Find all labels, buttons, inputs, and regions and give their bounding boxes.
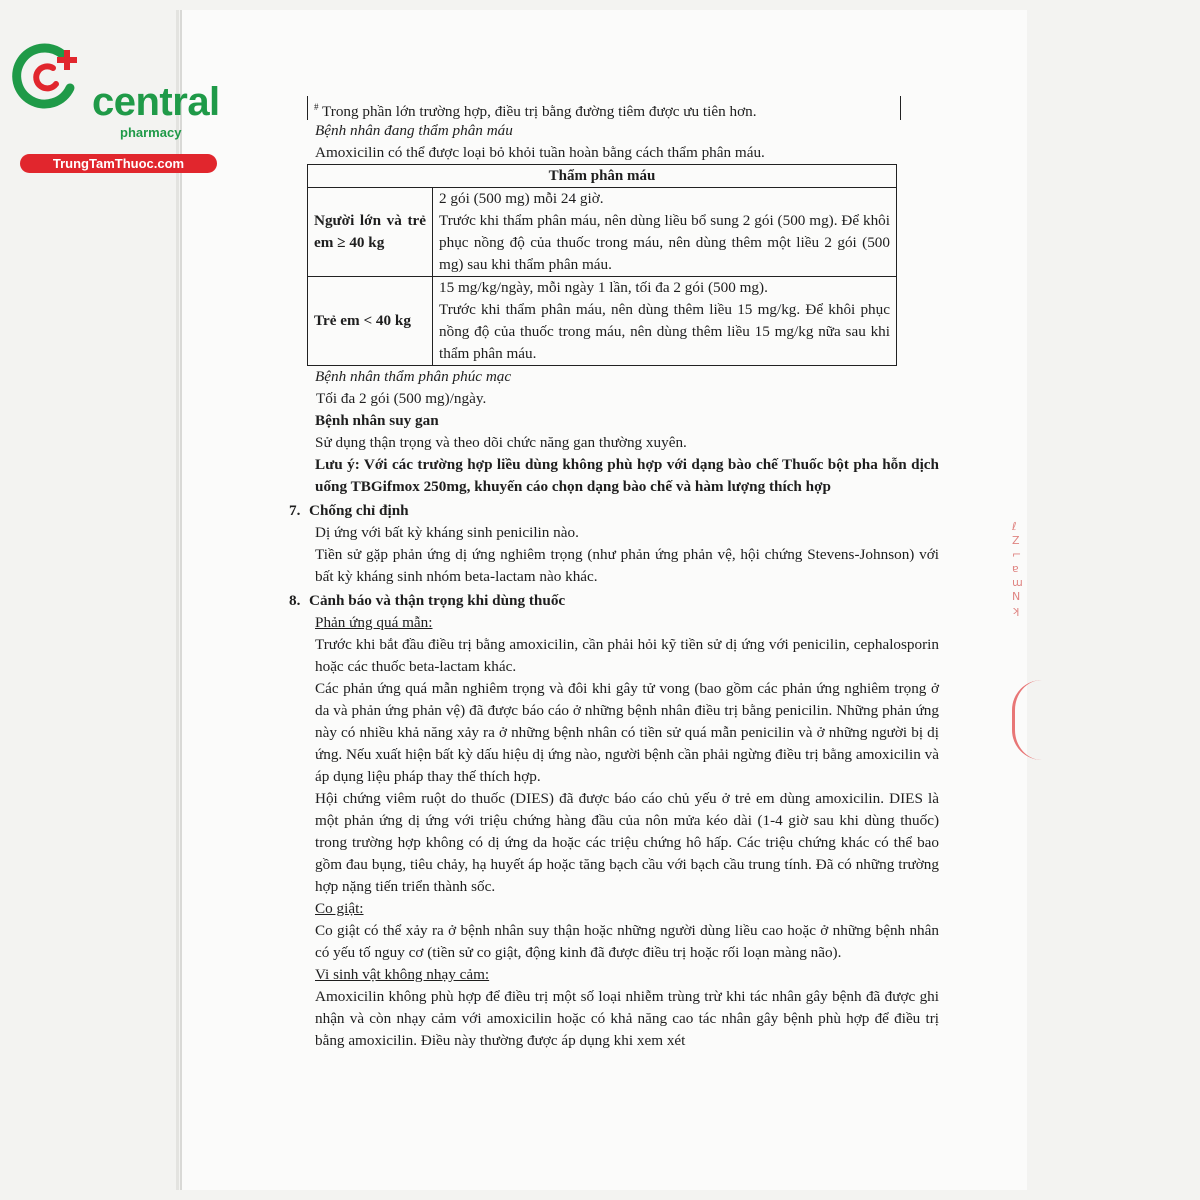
hypersensitivity-heading: Phản ứng quá mẫn:	[315, 614, 433, 631]
table-group-cell: Người lớn và trẻ em ≥ 40 kg	[308, 188, 433, 277]
table-line: Trước khi thẩm phân máu, nên dùng liều bổ sung 2 gói (500 mg). Để khôi phục nồng độ của thuốc trong máu, nên dùng thêm một liều 2 gói (500 mg) sau khi thẩm phân máu.	[439, 212, 890, 273]
section-8-number: 8.	[289, 592, 301, 609]
page-fold	[176, 10, 179, 1190]
note-label: Lưu ý:	[315, 456, 360, 473]
seizure-heading: Co giật:	[315, 900, 364, 917]
peritoneal-text: Tối đa 2 gói (500 mg)/ngày.	[316, 390, 487, 407]
table-header: Thẩm phân máu	[308, 165, 897, 188]
hypersensitivity-p2: Các phản ứng quá mẫn nghiêm trọng và đôi khi gây tử vong (bao gồm các phản ứng nghiêm trọng ở da và phản ứng phản vệ) đã được báo cáo ở những bệnh nhân điều trị bằng penicilin. Những phản ứng này có nhiều khả năng xảy ra ở những bệnh nhân có tiền sử quá mẫn penicilin và ở những người bị dị ứng. Nếu xuất hiện bất kỳ dấu hiệu dị ứng nào, người bệnh cần phải ngừng điều trị bằng amoxicilin và áp dụng liệu pháp thay thế thích hợp.	[315, 680, 939, 785]
document-content	[289, 96, 945, 1052]
section-7-number: 7.	[289, 502, 301, 519]
central-pharmacy-logo[interactable]	[8, 38, 220, 171]
hemodialysis-text: Amoxicilin có thể được loại bỏ khỏi tuần hoàn bằng cách thẩm phân máu.	[315, 144, 765, 161]
microorganism-heading: Vi sinh vật không nhạy cảm:	[315, 966, 490, 983]
liver-text: Sử dụng thận trọng và theo dõi chức năng gan thường xuyên.	[315, 434, 687, 451]
note-text: Với các trường hợp liều dùng không phù hợp với dạng bào chế Thuốc bột pha hỗn dịch uống TBGifmox 250mg, khuyến cáo chọn dạng bào chế và hàm lượng thích hợp	[315, 456, 939, 495]
section-7-title: Chống chỉ định	[309, 502, 409, 519]
footnote-box	[307, 96, 901, 120]
table-value-cell	[433, 277, 897, 366]
table-line: 15 mg/kg/ngày, mỗi ngày 1 lần, tối đa 2 gói (500 mg).	[439, 279, 768, 296]
section-8-heading	[289, 590, 945, 612]
table-row	[308, 277, 897, 366]
liver-heading: Bệnh nhân suy gan	[315, 412, 439, 429]
section-7-p1: Dị ứng với bất kỳ kháng sinh penicilin nào.	[315, 524, 579, 541]
microorganism-text: Amoxicilin không phù hợp để điều trị một số loại nhiễm trùng trừ khi tác nhân gây bệnh đã được ghi nhận và còn nhạy cảm với amoxicilin hoặc có khả năng cao tác nhân gây bệnh phù hợp để điều trị bằng amoxicilin. Điều này thường được áp dụng khi xem xét	[315, 988, 939, 1049]
section-8-title: Cảnh báo và thận trọng khi dùng thuốc	[309, 592, 566, 609]
footnote-mark: #	[314, 102, 319, 112]
table-header-row	[308, 165, 897, 188]
logo-site-banner: TrungTamThuoc.com	[20, 154, 217, 173]
table-row	[308, 188, 897, 277]
table-line: 2 gói (500 mg) mỗi 24 giờ.	[439, 190, 604, 207]
footnote-text: Trong phần lớn trường hợp, điều trị bằng đường tiêm được ưu tiên hơn.	[322, 103, 757, 121]
hemodialysis-table	[307, 164, 897, 366]
hypersensitivity-p1: Trước khi bắt đầu điều trị bằng amoxicilin, cần phải hỏi kỹ tiền sử dị ứng với penicilin, cephalosporin hoặc các thuốc beta-lactam khác.	[315, 636, 939, 675]
hemodialysis-heading: Bệnh nhân đang thẩm phân máu	[315, 122, 513, 139]
seizure-text: Co giật có thể xảy ra ở bệnh nhân suy thận hoặc những người dùng liều cao hoặc ở những bệnh nhân có yếu tố nguy cơ (tiền sử co giật, động kinh đã được điều trị hoặc rối loạn màng não).	[315, 922, 939, 961]
hypersensitivity-p3: Hội chứng viêm ruột do thuốc (DIES) đã được báo cáo chủ yếu ở trẻ em dùng amoxicilin. DIES là một phản ứng dị ứng với triệu chứng hàng đầu của nôn mửa kéo dài (1-4 giờ sau khi dùng thuốc) trong trường hợp không có dị ứng da hoặc các triệu chứng hô hấp. Các triệu chứng khác có thể bao gồm đau bụng, tiêu chảy, hạ huyết áp hoặc tăng bạch cầu với bạch cầu trung tính. Đã có những trường hợp nặng tiến triển thành sốc.	[315, 790, 939, 895]
peritoneal-heading: Bệnh nhân thẩm phân phúc mạc	[315, 368, 512, 385]
margin-handwritten-marks: ℓ Ζ ⌐ ɐ ɯ Ν ʞ	[1012, 520, 1023, 617]
pharmacy-logo-icon	[10, 40, 84, 110]
section-7-p2: Tiền sử gặp phản ứng dị ứng nghiêm trọng (như phản ứng phản vệ, hội chứng Stevens-Johnson) với bất kỳ kháng sinh nhóm beta-lactam nào khác.	[315, 546, 939, 585]
dosage-note	[315, 454, 939, 498]
table-group-cell: Trẻ em < 40 kg	[308, 277, 433, 366]
section-7-heading	[289, 500, 945, 522]
logo-sub-text: pharmacy	[120, 125, 182, 140]
table-value-cell	[433, 188, 897, 277]
logo-brand-text: central	[92, 80, 220, 124]
table-line: Trước khi thẩm phân máu, nên dùng thêm liều 15 mg/kg. Để khôi phục nồng độ của thuốc trong máu, nên dùng thêm liều 15 mg/kg nữa sau khi thẩm phân máu.	[439, 301, 890, 362]
